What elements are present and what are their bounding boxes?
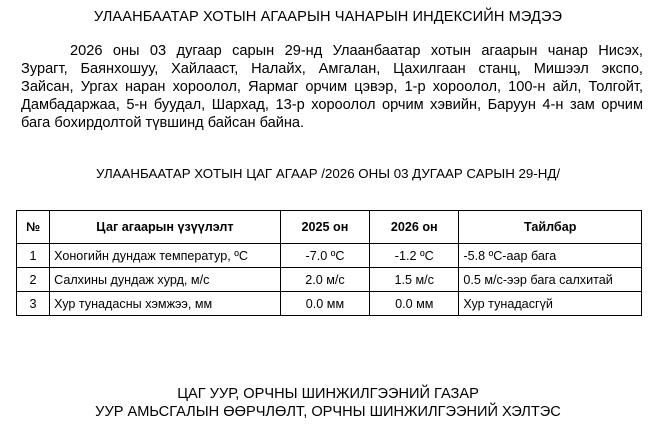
cell-year-2026: 0.0 мм (370, 292, 459, 316)
cell-year-2026: 1.5 м/с (370, 268, 459, 292)
cell-year-2026: -1.2 ºС (370, 244, 459, 268)
cell-note: Хур тунадасгүй (459, 292, 642, 316)
cell-indicator: Хоногийн дундаж температур, ºС (50, 244, 281, 268)
air-quality-title: УЛААНБААТАР ХОТЫН АГААРЫН ЧАНАРЫН ИНДЕКСИЙН МЭДЭЭ (93, 9, 563, 25)
cell-num: 2 (17, 268, 50, 292)
header-year-2025: 2025 он (280, 211, 369, 244)
table-row (17, 244, 642, 268)
header-note: Тайлбар (459, 211, 642, 244)
footer-org (0, 385, 656, 421)
paragraph-line: бага бохирдолтой түвшинд байсан байна. (21, 115, 305, 131)
cell-year-2025: 0.0 мм (280, 292, 369, 316)
cell-indicator: Хур тунадасны хэмжээ, мм (50, 292, 281, 316)
footer-department-line: УУР АМЬСГАЛЫН ӨӨРЧЛӨЛТ, ОРЧНЫ ШИНЖИЛГЭЭНИЙ ХЭЛТЭС (95, 404, 561, 420)
paragraph-line: Дамбадаржаа, 5-н буудал, Шархад, 13-р хороолол орчим хэвийн, Баруун 4-н зам орчим (21, 97, 643, 113)
weather-title: УЛААНБААТАР ХОТЫН ЦАГ АГААР /2026 ОНЫ 03 ДУГААР САРЫН 29-НД/ (95, 166, 561, 181)
header-indicator: Цаг агаарын үзүүлэлт (50, 211, 281, 244)
cell-year-2025: 2.0 м/с (280, 268, 369, 292)
weather-table (16, 210, 642, 316)
cell-num: 3 (17, 292, 50, 316)
table-header-row (17, 211, 642, 244)
air-quality-paragraph (21, 42, 643, 132)
header-year-2026: 2026 он (370, 211, 459, 244)
cell-num: 1 (17, 244, 50, 268)
paragraph-line: Зурагт, Баянхошуу, Хайлааст, Налайх, Амгалан, Цахилгаан станц, Мишээл экспо, (21, 61, 643, 77)
cell-note: -5.8 ºС-аар бага (459, 244, 642, 268)
header-num: № (17, 211, 50, 244)
cell-note: 0.5 м/с-ээр бага салхитай (459, 268, 642, 292)
paragraph-line: 2026 оны 03 дугаар сарын 29-нд Улаанбаатар хотын агаарын чанар Нисэх, (70, 43, 643, 59)
table-row (17, 268, 642, 292)
table-row (17, 292, 642, 316)
paragraph-line: Зайсан, Ургах наран хороолол, Яармаг орчим цэвэр, 1-р хороолол, 100-н айл, Толгойт, (21, 79, 643, 95)
footer-org-line: ЦАГ УУР, ОРЧНЫ ШИНЖИЛГЭЭНИЙ ГАЗАР (177, 386, 479, 402)
cell-indicator: Салхины дундаж хурд, м/с (50, 268, 281, 292)
cell-year-2025: -7.0 ºС (280, 244, 369, 268)
